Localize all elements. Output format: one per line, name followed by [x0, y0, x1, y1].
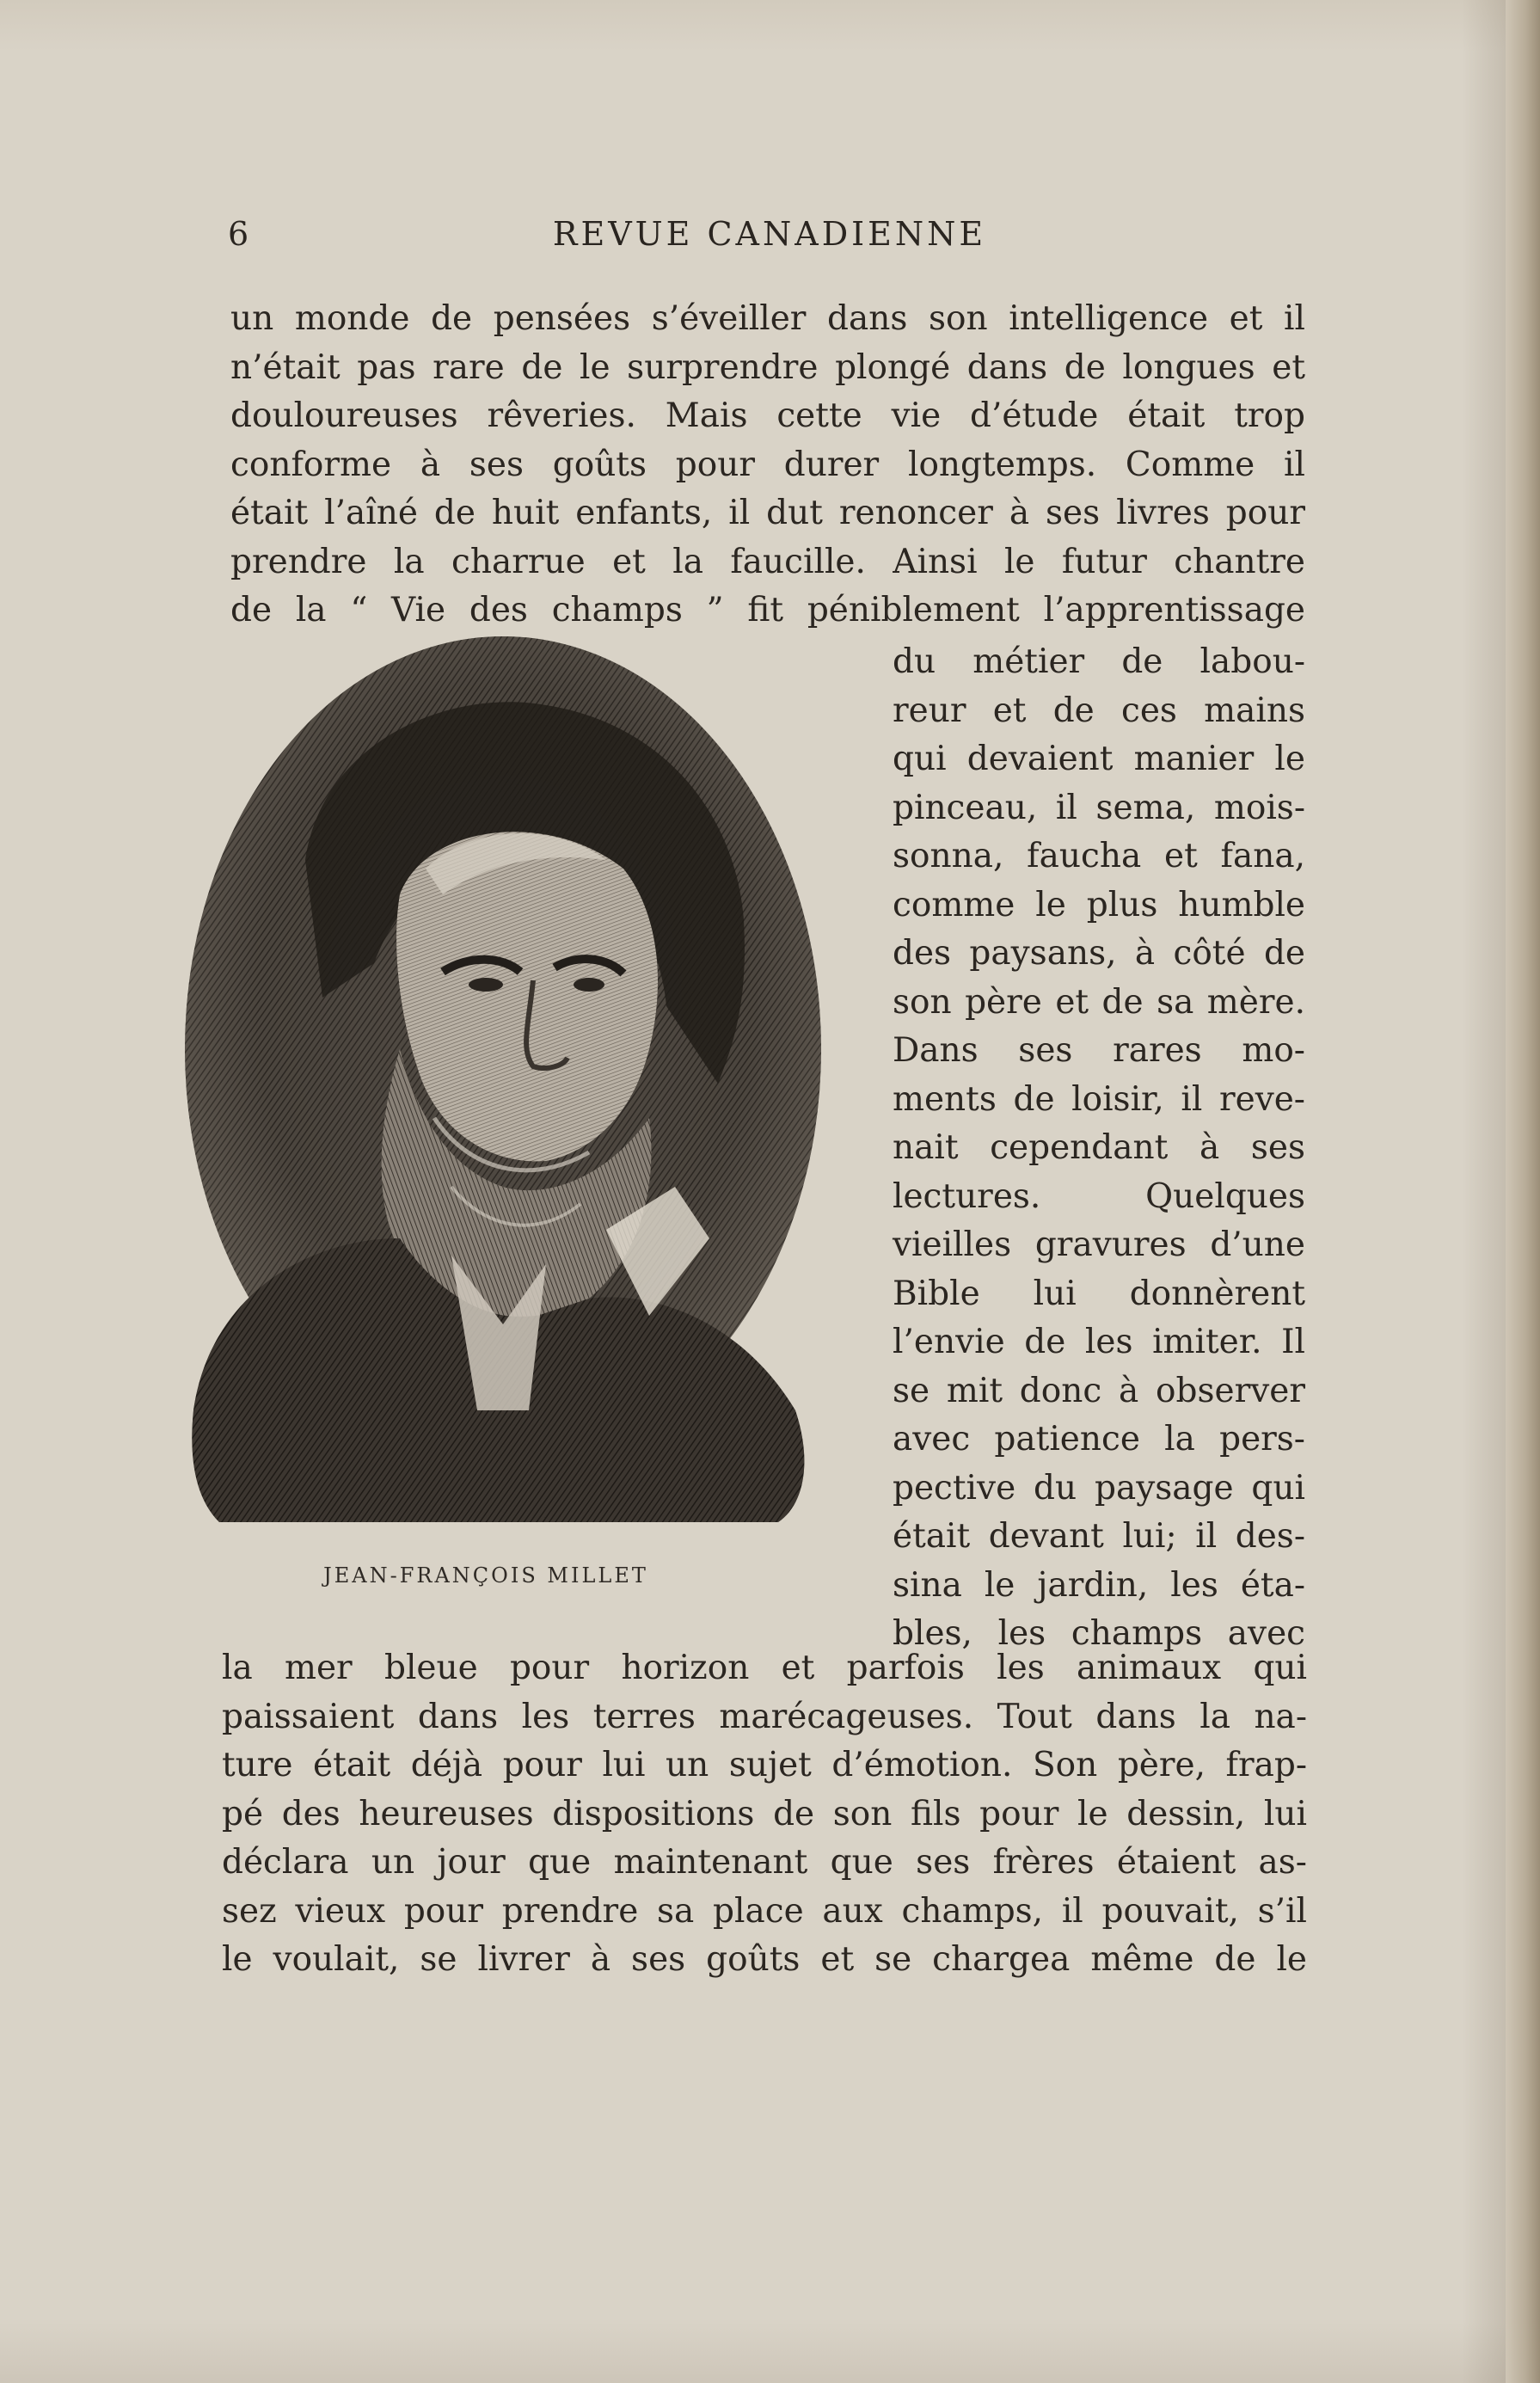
text-line: avec patience la pers- [893, 1420, 1305, 1459]
running-head: REVUE CANADIENNE [552, 215, 987, 253]
text-line: ments de loisir, il reve- [893, 1079, 1305, 1119]
body-text-bottom [222, 1644, 1307, 1985]
text-line: son père et de sa mère. [893, 982, 1305, 1022]
text-line: conforme à ses goûts pour durer longtemps. Comme il [230, 445, 1305, 484]
text-line: sez vieux pour prendre sa place aux champs, il pouvait, s’il [222, 1891, 1307, 1931]
page-header [228, 215, 1311, 267]
text-line: lectures. Quelques [893, 1176, 1305, 1216]
text-line: l’envie de les imiter. Il [893, 1323, 1305, 1361]
text-line: pective du paysage qui [893, 1468, 1305, 1508]
text-line: le voulait, se livrer à ses goûts et se chargea même de le [222, 1940, 1307, 1979]
text-line: de la “ Vie des champs ” fit péniblement l’apprentissage [230, 591, 1305, 630]
page-edge-shadow [1506, 0, 1540, 2383]
text-line: paissaient dans les terres marécageuses. Tout dans la na- [222, 1697, 1307, 1736]
text-line: du métier de labou- [893, 642, 1305, 681]
text-line: douloureuses rêveries. Mais cette vie d’étude était trop [230, 396, 1305, 435]
text-line: bles, les champs avec [893, 1614, 1305, 1653]
text-line: un monde de pensées s’éveiller dans son intelligence et il [230, 299, 1305, 338]
text-line: reur et de ces mains [893, 691, 1305, 730]
text-line: pinceau, il sema, mois- [893, 788, 1305, 827]
text-line: déclara un jour que maintenant que ses frères étaient as- [222, 1843, 1307, 1882]
text-line: se mit donc à observer [893, 1371, 1305, 1410]
text-line: ture était déjà pour lui un sujet d’émotion. Son père, frap- [222, 1746, 1307, 1784]
text-line: vieilles gravures d’une [893, 1225, 1305, 1264]
text-line: la mer bleue pour horizon et parfois les animaux qui [222, 1649, 1307, 1687]
text-line: qui devaient manier le [893, 740, 1305, 778]
text-line: des paysans, à côté de [893, 934, 1305, 973]
text-line: était l’aîné de huit enfants, il dut renoncer à ses livres pour [230, 494, 1305, 532]
text-line: sonna, faucha et fana, [893, 837, 1305, 875]
text-line: Bible lui donnèrent [893, 1274, 1305, 1313]
text-line: nait cependant à ses [893, 1128, 1305, 1167]
body-text-side [893, 638, 1305, 1659]
portrait-engraving [142, 636, 873, 1522]
text-line: comme le plus humble [893, 885, 1305, 924]
text-line: pé des heureuses dispositions de son fils pour le dessin, lui [222, 1794, 1307, 1833]
text-line: était devant lui; il des- [893, 1517, 1305, 1556]
text-line: prendre la charrue et la faucille. Ainsi le futur chantre [230, 542, 1305, 581]
portrait-figure [185, 636, 821, 1522]
text-line: n’était pas rare de le surprendre plongé dans de longues et [230, 347, 1305, 387]
portrait-caption: JEAN-FRANÇOIS MILLET [323, 1563, 648, 1588]
text-line: Dans ses rares mo- [893, 1031, 1305, 1070]
text-line: sina le jardin, les éta- [893, 1565, 1305, 1605]
body-text-top [230, 295, 1305, 636]
page-number: 6 [228, 215, 253, 253]
